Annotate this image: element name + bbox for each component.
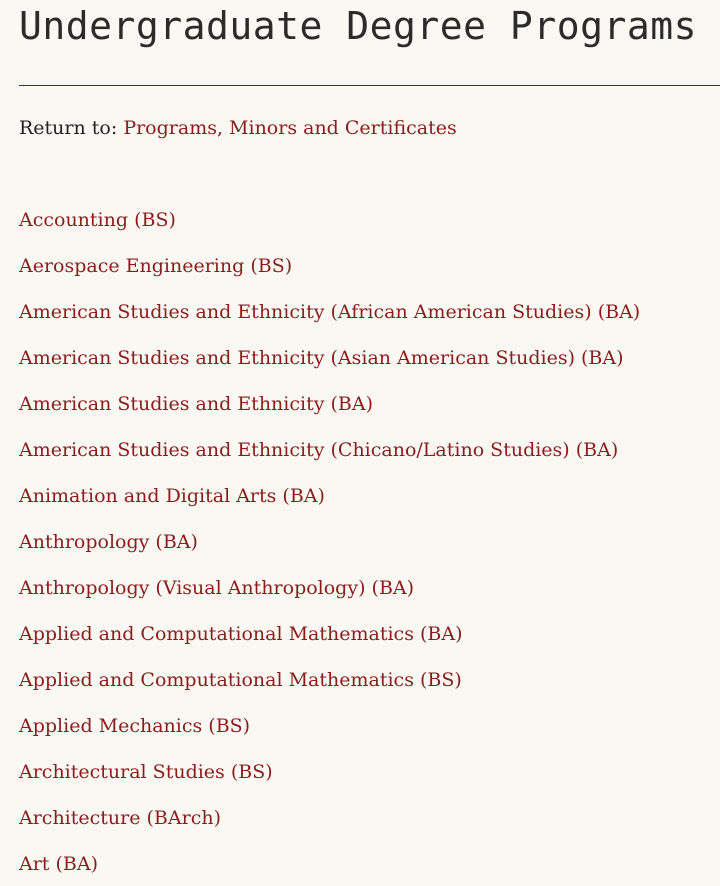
title-divider bbox=[19, 85, 720, 86]
list-item bbox=[19, 205, 640, 251]
list-item bbox=[19, 343, 640, 389]
list-item bbox=[19, 711, 640, 757]
list-item bbox=[19, 527, 640, 573]
list-item bbox=[19, 619, 640, 665]
program-link-art-ba[interactable]: Art (BA) bbox=[19, 853, 98, 875]
program-link-applied-computational-math-ba[interactable]: Applied and Computational Mathematics (BA) bbox=[19, 623, 463, 645]
return-to-label: Return to: bbox=[19, 117, 118, 139]
programs-minors-certificates-link[interactable]: Programs, Minors and Certificates bbox=[123, 117, 457, 139]
program-link-aerospace-engineering-bs[interactable]: Aerospace Engineering (BS) bbox=[19, 255, 293, 277]
list-item bbox=[19, 251, 640, 297]
list-item bbox=[19, 389, 640, 435]
program-link-architecture-barch[interactable]: Architecture (BArch) bbox=[19, 807, 221, 829]
program-link-american-studies-asian-american-ba[interactable]: American Studies and Ethnicity (Asian American Studies) (BA) bbox=[19, 347, 624, 369]
list-item bbox=[19, 757, 640, 803]
program-link-anthropology-ba[interactable]: Anthropology (BA) bbox=[19, 531, 198, 553]
list-item bbox=[19, 297, 640, 343]
list-item bbox=[19, 573, 640, 619]
list-item bbox=[19, 481, 640, 527]
program-link-architectural-studies-bs[interactable]: Architectural Studies (BS) bbox=[19, 761, 273, 783]
program-link-animation-digital-arts-ba[interactable]: Animation and Digital Arts (BA) bbox=[19, 485, 325, 507]
list-item bbox=[19, 435, 640, 481]
return-to-line bbox=[19, 114, 457, 142]
program-link-american-studies-ethnicity-ba[interactable]: American Studies and Ethnicity (BA) bbox=[19, 393, 374, 415]
page-title: Undergraduate Degree Programs bbox=[19, 4, 697, 48]
program-link-applied-computational-math-bs[interactable]: Applied and Computational Mathematics (BS) bbox=[19, 669, 462, 691]
list-item bbox=[19, 803, 640, 849]
list-item bbox=[19, 665, 640, 711]
list-item bbox=[19, 849, 640, 886]
program-link-applied-mechanics-bs[interactable]: Applied Mechanics (BS) bbox=[19, 715, 251, 737]
program-list bbox=[19, 205, 640, 886]
program-link-accounting-bs[interactable]: Accounting (BS) bbox=[19, 209, 176, 231]
program-link-american-studies-chicano-latino-ba[interactable]: American Studies and Ethnicity (Chicano/Latino Studies) (BA) bbox=[19, 439, 619, 461]
program-link-american-studies-african-american-ba[interactable]: American Studies and Ethnicity (African American Studies) (BA) bbox=[19, 301, 641, 323]
program-link-anthropology-visual-ba[interactable]: Anthropology (Visual Anthropology) (BA) bbox=[19, 577, 415, 599]
